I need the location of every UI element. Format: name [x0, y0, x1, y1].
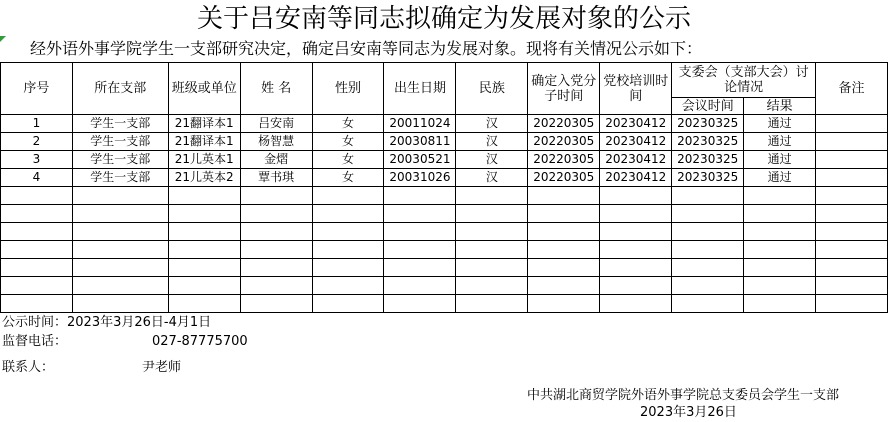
empty-row: [1, 241, 888, 259]
empty-cell: [72, 277, 168, 295]
notice-time: 公示时间：2023年3月26日-4月1日: [2, 315, 212, 330]
empty-cell: [672, 223, 744, 241]
table-cell: 金熠: [240, 151, 312, 169]
empty-row: [1, 223, 888, 241]
empty-cell: [816, 259, 888, 277]
empty-cell: [456, 205, 528, 223]
empty-cell: [744, 241, 816, 259]
header-activist-date: 确定入党分子时间: [528, 63, 600, 115]
header-gender: 性别: [312, 63, 384, 115]
contact-label: 联系人：: [2, 360, 55, 375]
empty-cell: [240, 277, 312, 295]
empty-cell: [384, 259, 456, 277]
empty-cell: [600, 187, 672, 205]
table-cell: 20230412: [600, 169, 672, 187]
empty-cell: [72, 187, 168, 205]
empty-cell: [312, 187, 384, 205]
header-result: 结果: [744, 98, 816, 115]
issuing-organization: 中共湖北商贸学院外语外事学院总支委员会学生一支部: [527, 388, 840, 403]
empty-cell: [456, 277, 528, 295]
table-cell: 20031026: [384, 169, 456, 187]
header-row: [1, 63, 888, 98]
header-class: 班级或单位: [168, 63, 240, 115]
empty-cell: [672, 205, 744, 223]
empty-row: [1, 295, 888, 313]
table-cell: 杨智慧: [240, 133, 312, 151]
table-cell: 20230325: [672, 151, 744, 169]
table-cell: 学生一支部: [72, 115, 168, 133]
table-cell: 21翻译本1: [168, 133, 240, 151]
table-cell: [816, 115, 888, 133]
empty-cell: [168, 223, 240, 241]
empty-cell: [744, 295, 816, 313]
empty-cell: [168, 295, 240, 313]
table-cell: 汉: [456, 151, 528, 169]
empty-cell: [672, 277, 744, 295]
empty-cell: [384, 295, 456, 313]
header-meeting-time: 会议时间: [672, 98, 744, 115]
empty-cell: [600, 223, 672, 241]
empty-cell: [456, 187, 528, 205]
empty-cell: [312, 277, 384, 295]
empty-cell: [456, 241, 528, 259]
empty-cell: [816, 223, 888, 241]
phone-number: 027-87775700: [152, 334, 248, 349]
empty-cell: [384, 277, 456, 295]
empty-cell: [240, 205, 312, 223]
empty-cell: [744, 205, 816, 223]
empty-cell: [168, 277, 240, 295]
empty-cell: [72, 295, 168, 313]
table-cell: 吕安南: [240, 115, 312, 133]
empty-cell: [528, 259, 600, 277]
table-cell: 20220305: [528, 151, 600, 169]
empty-cell: [384, 187, 456, 205]
issue-date: 2023年3月26日: [640, 405, 737, 420]
table-cell: 3: [1, 151, 73, 169]
empty-cell: [312, 295, 384, 313]
empty-cell: [600, 259, 672, 277]
table-row: [1, 151, 888, 169]
table-cell: 汉: [456, 133, 528, 151]
table-cell: 通过: [744, 151, 816, 169]
empty-cell: [672, 241, 744, 259]
phone-label: 监督电话：: [2, 334, 68, 349]
table-cell: 20030521: [384, 151, 456, 169]
empty-cell: [72, 241, 168, 259]
empty-cell: [384, 241, 456, 259]
header-committee: 支委会（支部大会）讨论情况: [672, 63, 816, 98]
table-cell: 学生一支部: [72, 169, 168, 187]
empty-cell: [600, 241, 672, 259]
empty-cell: [240, 241, 312, 259]
table-cell: 20230325: [672, 169, 744, 187]
document-subtitle: 经外语外事学院学生一支部研究决定，确定吕安南等同志为发展对象。现将有关情况公示如下：: [30, 39, 703, 58]
table-row: [1, 115, 888, 133]
empty-cell: [816, 277, 888, 295]
empty-cell: [1, 277, 73, 295]
empty-cell: [312, 241, 384, 259]
empty-cell: [1, 259, 73, 277]
empty-cell: [72, 205, 168, 223]
header-ethnicity: 民族: [456, 63, 528, 115]
header-remarks: 备注: [816, 63, 888, 115]
empty-cell: [240, 295, 312, 313]
table-row: [1, 169, 888, 187]
table-cell: 汉: [456, 169, 528, 187]
table-cell: 20230412: [600, 133, 672, 151]
table-cell: 学生一支部: [72, 133, 168, 151]
table-cell: 21翻译本1: [168, 115, 240, 133]
candidates-table: [0, 62, 888, 313]
contact-person: 尹老师: [142, 360, 182, 375]
empty-cell: [456, 223, 528, 241]
empty-cell: [816, 295, 888, 313]
table-cell: 20220305: [528, 169, 600, 187]
table-cell: [816, 169, 888, 187]
empty-cell: [168, 259, 240, 277]
table-cell: 20220305: [528, 115, 600, 133]
empty-cell: [744, 277, 816, 295]
header-name: 姓 名: [240, 63, 312, 115]
empty-cell: [528, 223, 600, 241]
header-branch: 所在支部: [72, 63, 168, 115]
empty-cell: [456, 295, 528, 313]
table-cell: 2: [1, 133, 73, 151]
empty-cell: [816, 241, 888, 259]
table-cell: 女: [312, 133, 384, 151]
empty-cell: [1, 241, 73, 259]
empty-cell: [672, 187, 744, 205]
empty-cell: [1, 295, 73, 313]
table-cell: 1: [1, 115, 73, 133]
table-cell: 20011024: [384, 115, 456, 133]
empty-cell: [168, 187, 240, 205]
empty-cell: [1, 223, 73, 241]
empty-cell: [816, 205, 888, 223]
empty-cell: [672, 259, 744, 277]
table-cell: 女: [312, 169, 384, 187]
table-cell: 汉: [456, 115, 528, 133]
empty-cell: [528, 295, 600, 313]
empty-cell: [600, 295, 672, 313]
empty-cell: [384, 205, 456, 223]
empty-cell: [312, 259, 384, 277]
empty-cell: [600, 205, 672, 223]
page-title: 关于吕安南等同志拟确定为发展对象的公示: [196, 4, 691, 34]
empty-cell: [384, 223, 456, 241]
empty-cell: [168, 241, 240, 259]
table-cell: 4: [1, 169, 73, 187]
table-row: [1, 133, 888, 151]
empty-cell: [528, 205, 600, 223]
empty-cell: [600, 277, 672, 295]
empty-cell: [744, 259, 816, 277]
empty-cell: [528, 241, 600, 259]
empty-cell: [72, 223, 168, 241]
table-cell: 20220305: [528, 133, 600, 151]
empty-cell: [528, 187, 600, 205]
empty-row: [1, 205, 888, 223]
empty-row: [1, 277, 888, 295]
empty-row: [1, 259, 888, 277]
empty-cell: [816, 187, 888, 205]
table-cell: 学生一支部: [72, 151, 168, 169]
empty-cell: [528, 277, 600, 295]
header-birth: 出生日期: [384, 63, 456, 115]
table-cell: 20230325: [672, 115, 744, 133]
cell-comment-marker: [0, 36, 6, 42]
table-cell: 通过: [744, 169, 816, 187]
table-cell: 20230412: [600, 151, 672, 169]
table-cell: 通过: [744, 115, 816, 133]
empty-cell: [312, 223, 384, 241]
table-cell: 女: [312, 151, 384, 169]
empty-cell: [312, 205, 384, 223]
empty-cell: [72, 259, 168, 277]
empty-cell: [1, 187, 73, 205]
empty-row: [1, 187, 888, 205]
empty-cell: [1, 205, 73, 223]
table-cell: 通过: [744, 133, 816, 151]
header-training: 党校培训时间: [600, 63, 672, 115]
table-cell: 20230325: [672, 133, 744, 151]
empty-cell: [744, 223, 816, 241]
empty-cell: [672, 295, 744, 313]
empty-cell: [240, 187, 312, 205]
table-cell: [816, 151, 888, 169]
empty-cell: [240, 259, 312, 277]
table-cell: 20030811: [384, 133, 456, 151]
table-cell: 21儿英本1: [168, 151, 240, 169]
table-cell: 覃书琪: [240, 169, 312, 187]
table-cell: 20230412: [600, 115, 672, 133]
table-cell: 21儿英本2: [168, 169, 240, 187]
header-seq: 序号: [1, 63, 73, 115]
empty-cell: [240, 223, 312, 241]
table-cell: 女: [312, 115, 384, 133]
empty-cell: [456, 259, 528, 277]
table-cell: [816, 133, 888, 151]
empty-cell: [168, 205, 240, 223]
empty-cell: [744, 187, 816, 205]
